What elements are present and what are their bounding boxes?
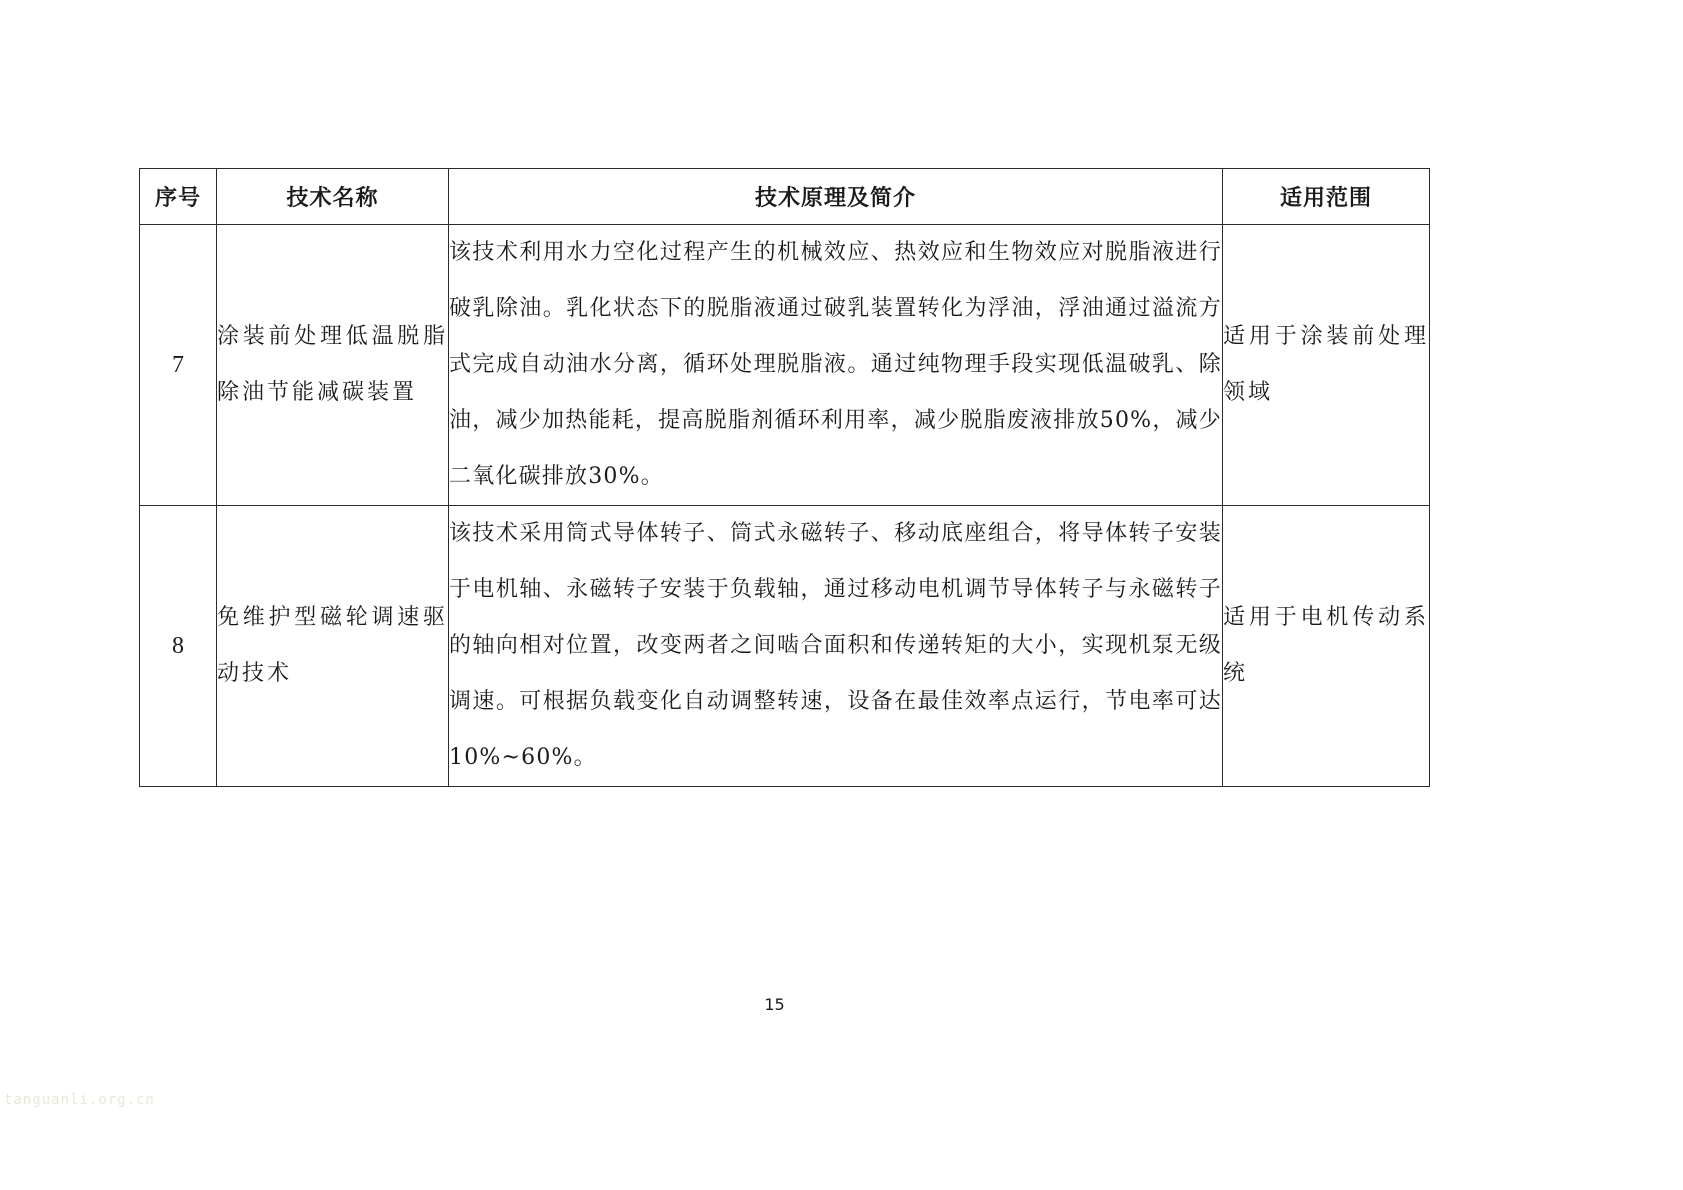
header-application-scope: 适用范围 [1223,169,1430,225]
row-technology-name: 免维护型磁轮调速驱动技术 [217,506,449,787]
row-application-scope: 适用于电机传动系统 [1223,506,1430,787]
header-serial-number: 序号 [140,169,217,225]
header-principle-description: 技术原理及简介 [449,169,1223,225]
table-header-row [140,169,1430,225]
row-serial-number: 7 [140,225,217,506]
header-technology-name: 技术名称 [217,169,449,225]
row-serial-number: 8 [140,506,217,787]
row-principle-description: 该技术采用筒式导体转子、筒式永磁转子、移动底座组合，将导体转子安装于电机轴、永磁转子安装于负载轴，通过移动电机调节导体转子与永磁转子的轴向相对位置，改变两者之间啮合面积和传递转矩的大小，实现机泵无级调速。可根据负载变化自动调整转速，设备在最佳效率点运行，节电率可达10%~60%。 [449,506,1223,787]
site-watermark: tanguanli.org.cn [4,1092,155,1108]
table-row [140,506,1430,787]
row-application-scope: 适用于涂装前处理领域 [1223,225,1430,506]
page-number: 15 [764,995,785,1014]
table-row [140,225,1430,506]
technology-table [139,168,1430,787]
row-technology-name: 涂装前处理低温脱脂除油节能减碳装置 [217,225,449,506]
row-principle-description: 该技术利用水力空化过程产生的机械效应、热效应和生物效应对脱脂液进行破乳除油。乳化状态下的脱脂液通过破乳装置转化为浮油，浮油通过溢流方式完成自动油水分离，循环处理脱脂液。通过纯物理手段实现低温破乳、除油，减少加热能耗，提高脱脂剂循环利用率，减少脱脂废液排放50%，减少二氧化碳排放30%。 [449,225,1223,506]
